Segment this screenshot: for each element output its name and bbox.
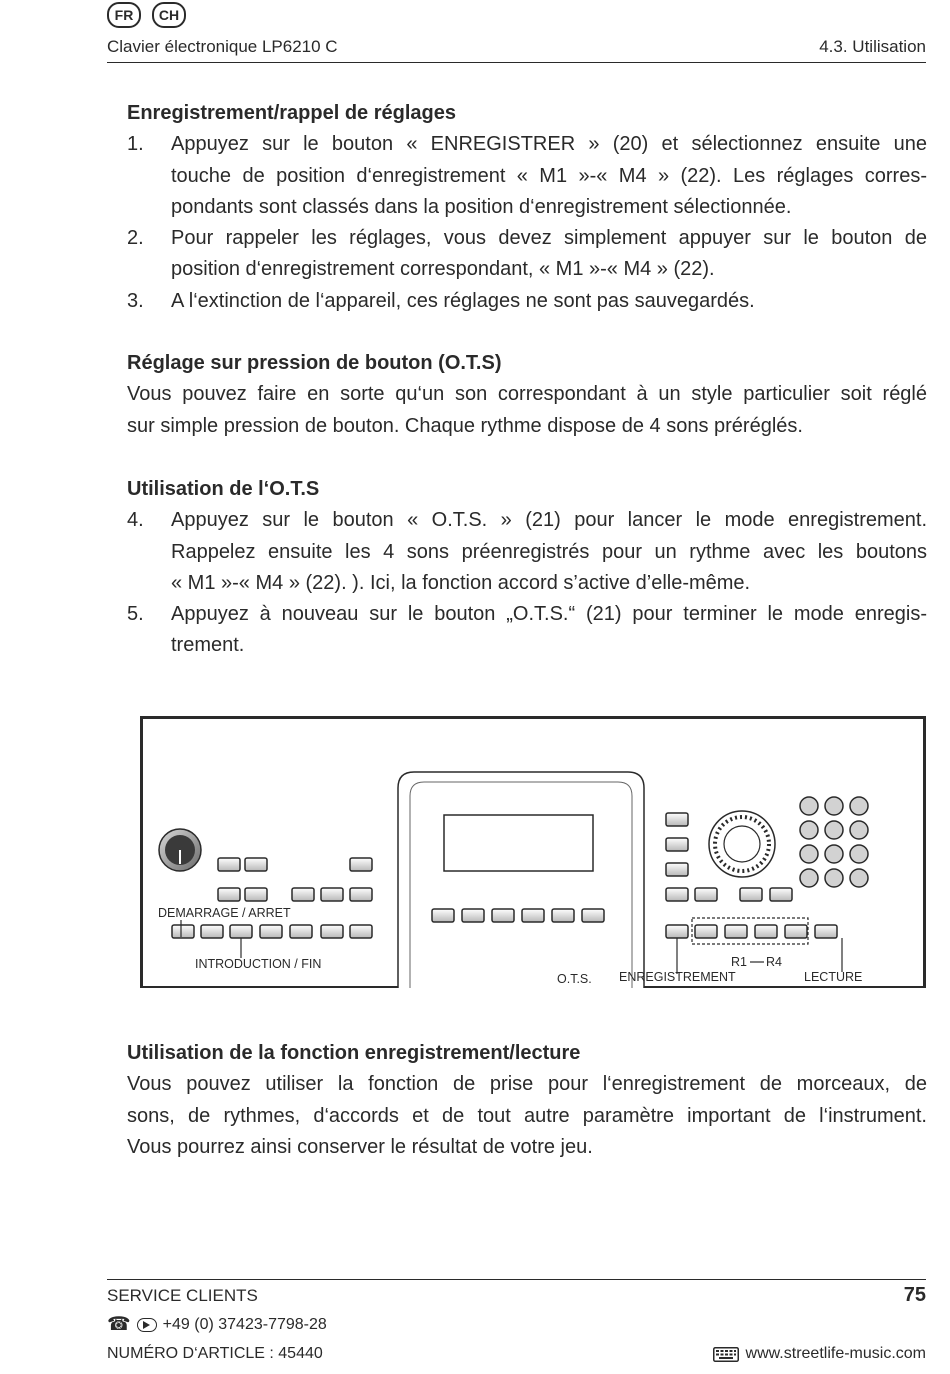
section-save-recall <box>127 98 927 317</box>
list-item <box>127 505 927 599</box>
section-heading: Réglage sur pression de bouton (O.T.S) <box>127 352 502 374</box>
footer-article-number: NUMÉRO D‘ARTICLE : 45440 <box>107 1345 323 1362</box>
list-item <box>127 599 927 662</box>
country-badge-fr: FR <box>107 2 141 28</box>
list-number: 1. <box>127 133 144 156</box>
footer-service-label: SERVICE CLIENTS <box>107 1286 258 1305</box>
section-heading: Utilisation de la fonction enregistrement/lecture <box>127 1042 581 1064</box>
volume-knob <box>159 829 201 871</box>
text-line: Vous pourrez ainsi conserver le résultat de votre jeu. <box>127 1135 593 1158</box>
footer-page-number: 75 <box>903 1284 926 1306</box>
text-line: Pour rappeler les réglages, vous devez simplement appuyer sur le bouton de <box>171 227 927 250</box>
text-line: Vous pouvez utiliser la fonction de prise pour l‘enregistrement de morceaux, de <box>127 1073 927 1096</box>
control-panel-illustration <box>140 716 926 988</box>
footer-phone-row <box>107 1316 327 1334</box>
label-r4: R4 <box>766 955 782 969</box>
section-record-playback <box>127 1038 927 1163</box>
header-section: 4.3. Utilisation <box>819 37 926 56</box>
text-line: « M1 »-« M4 » (22). ). Ici, la fonction accord s’active d’elle-même. <box>171 571 751 594</box>
text-line: trement. <box>171 634 245 657</box>
header-document-title: Clavier électronique LP6210 C <box>107 37 338 56</box>
keyboard-icon <box>713 1347 739 1362</box>
lcd-screen <box>444 815 593 871</box>
text-line: sur simple pression de bouton. Chaque rythme dispose de 4 sons préréglés. <box>127 414 803 437</box>
display-housing <box>398 772 644 988</box>
section-heading: Enregistrement/rappel de réglages <box>127 102 457 124</box>
list-number: 3. <box>127 289 144 312</box>
list-number: 5. <box>127 603 144 626</box>
text-line: Appuyez à nouveau sur le bouton „O.T.S.“ (21) pour terminer le mode enregis- <box>171 603 927 626</box>
list-number: 4. <box>127 509 144 532</box>
label-ots: O.T.S. <box>557 972 592 986</box>
telephone-icon: ☎ <box>107 1314 131 1335</box>
text-line: Rappelez ensuite les 4 sons préenregistrés pour un rythme avec les boutons <box>171 540 927 563</box>
header-rule <box>107 62 926 63</box>
footer-website-link[interactable]: www.streetlife-music.com <box>745 1345 926 1362</box>
footer-website-row <box>713 1345 926 1363</box>
label-start-stop: DEMARRAGE / ARRET <box>158 906 291 920</box>
text-line: touche de position d‘enregistrement « M1 »-« M4 » (22). Les réglages corres- <box>171 164 927 187</box>
text-line: A l‘extinction de l‘appareil, ces réglages ne sont pas sauvegardés. <box>171 289 755 312</box>
label-r1: R1 <box>731 955 747 969</box>
list-item <box>127 129 927 223</box>
label-playback: LECTURE <box>804 970 863 984</box>
text-line: sons, de rythmes, d‘accords et de tout autre paramètre important de l‘instrument. <box>127 1104 927 1127</box>
section-ots <box>127 348 927 442</box>
control-panel-diagram <box>140 716 926 988</box>
footer-rule <box>107 1279 926 1280</box>
list-item <box>127 286 927 317</box>
data-dial <box>709 811 775 877</box>
footer-phone-number: +49 (0) 37423-7798-28 <box>162 1316 327 1333</box>
text-line: Appuyez sur le bouton « O.T.S. » (21) pour lancer le mode enregistrement. <box>171 509 927 532</box>
label-record: ENREGISTREMENT <box>619 970 736 984</box>
text-line: position d‘enregistrement correspondant, « M1 »-« M4 » (22). <box>171 258 715 281</box>
country-badge-ch: CH <box>152 2 186 28</box>
text-line: Vous pouvez faire en sorte qu‘un son correspondant à un style particulier soit réglé <box>127 383 927 406</box>
section-heading: Utilisation de l‘O.T.S <box>127 478 320 500</box>
list-number: 2. <box>127 227 144 250</box>
label-intro-end: INTRODUCTION / FIN <box>195 957 322 971</box>
text-line: Appuyez sur le bouton « ENREGISTRER » (20) et sélectionnez ensuite une <box>171 133 927 156</box>
fax-icon <box>137 1318 157 1332</box>
text-line: pondants sont classés dans la position d‘enregistrement sélectionnée. <box>171 195 792 218</box>
section-ots-usage <box>127 474 927 662</box>
list-item <box>127 223 927 286</box>
